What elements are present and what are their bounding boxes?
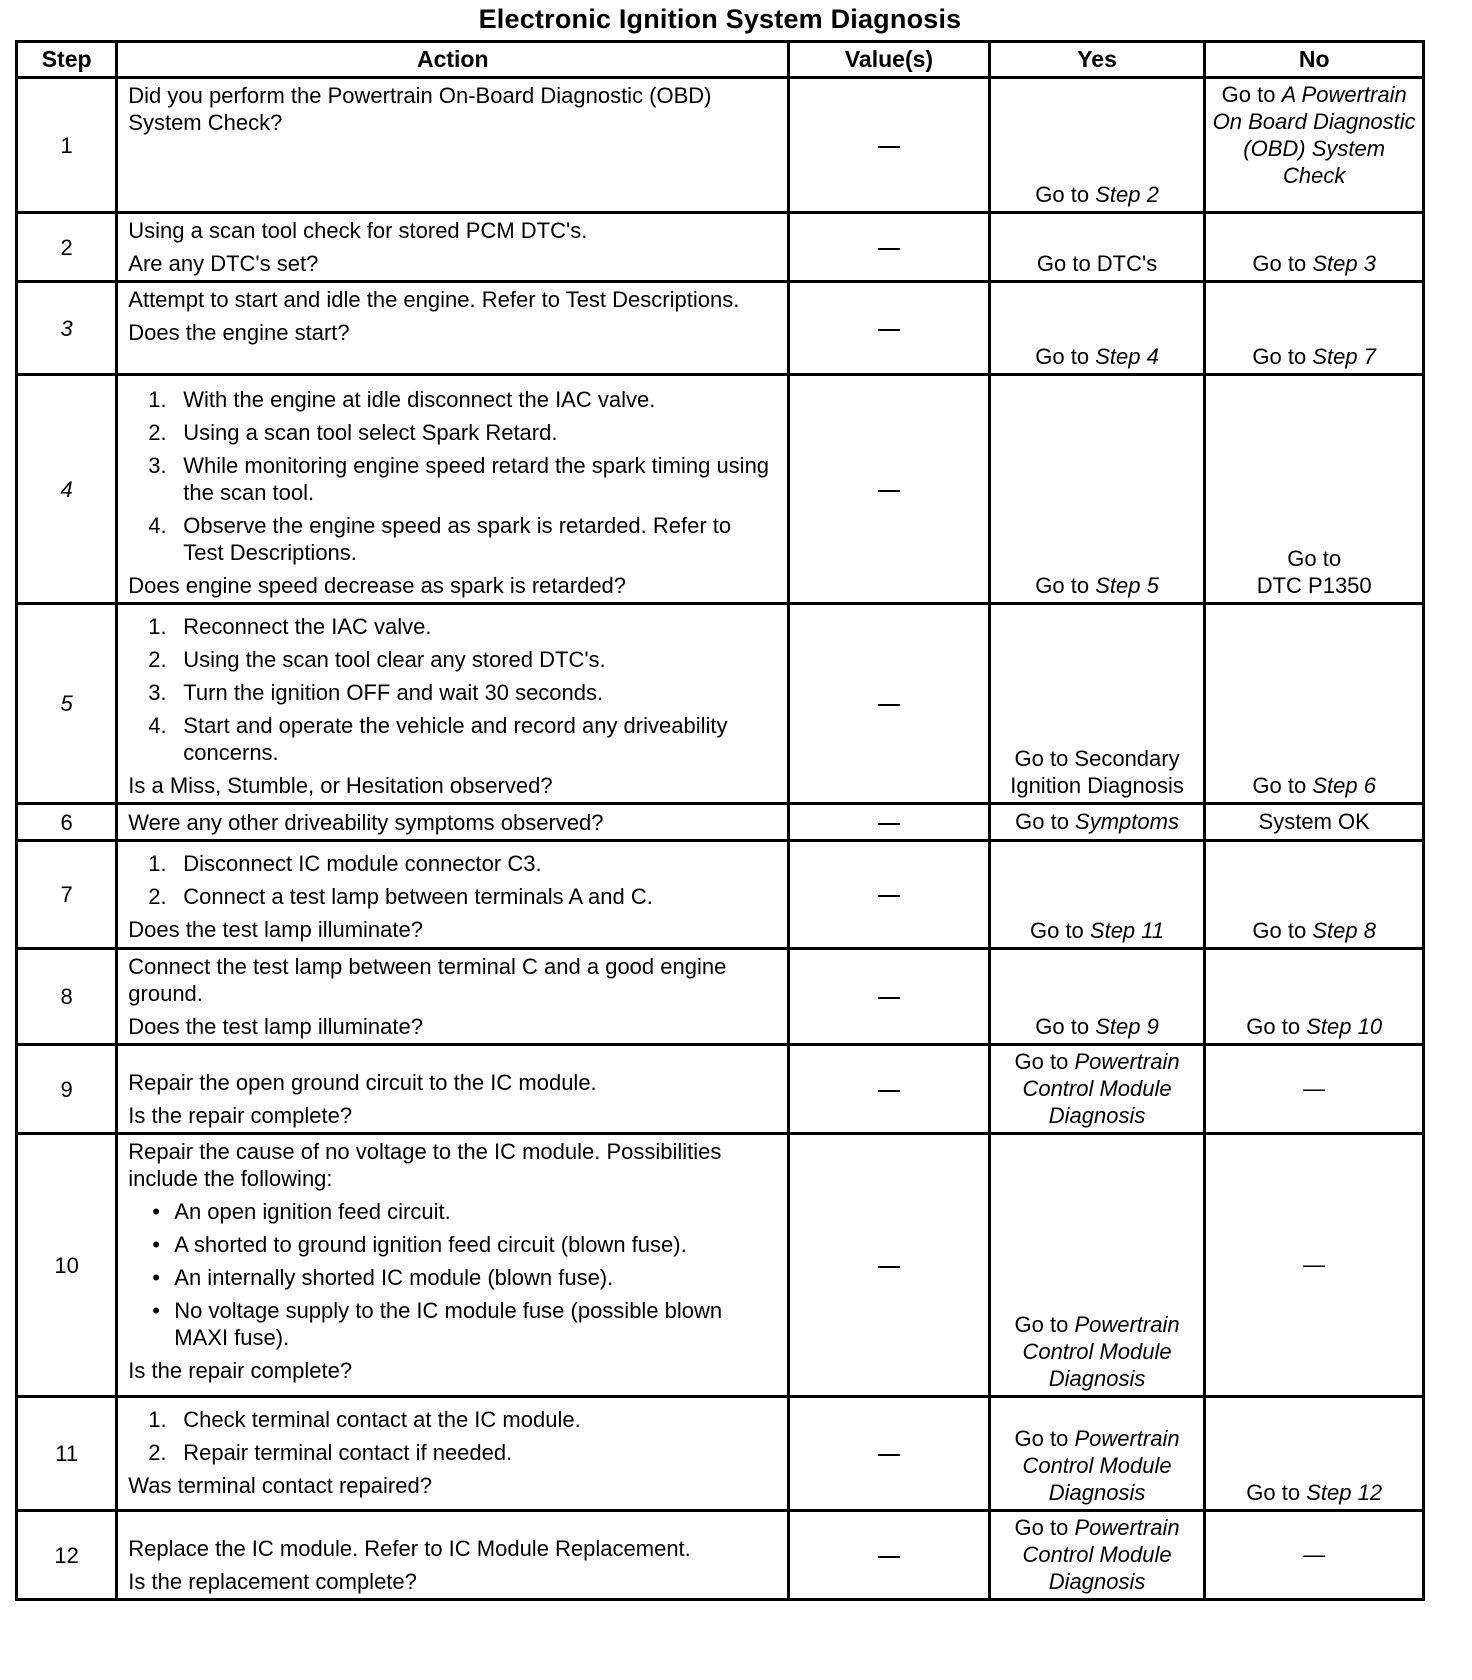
action-cell bbox=[117, 841, 789, 949]
list-item: 1. Disconnect IC module connector C3. bbox=[148, 851, 542, 876]
action-intro: Did you perform the Powertrain On-Board Diagnostic (OBD) System Check? bbox=[128, 83, 712, 135]
action-steps bbox=[128, 850, 777, 910]
action-cell bbox=[117, 78, 789, 213]
action-intro: Replace the IC module. Refer to IC Module Replacement. bbox=[128, 1536, 691, 1561]
table-row bbox=[17, 604, 1424, 804]
step-number: 5 bbox=[17, 604, 117, 804]
header-value: Value(s) bbox=[789, 42, 990, 78]
no-cell: Go to Step 3 bbox=[1205, 213, 1424, 282]
value-cell bbox=[789, 1397, 990, 1511]
action-bullets bbox=[128, 1198, 777, 1351]
action-cell bbox=[117, 213, 789, 282]
action-cell bbox=[117, 1511, 789, 1600]
table-row bbox=[17, 1511, 1424, 1600]
action-intro: Connect the test lamp between terminal C and a good engine ground. bbox=[128, 954, 727, 1006]
table-row bbox=[17, 78, 1424, 213]
header-row bbox=[17, 42, 1424, 78]
table-row bbox=[17, 804, 1424, 841]
list-item: 2. Using the scan tool clear any stored DTC's. bbox=[148, 647, 606, 672]
value-cell bbox=[789, 213, 990, 282]
action-steps bbox=[128, 386, 777, 566]
value-cell bbox=[789, 804, 990, 841]
no-cell: Go to DTC P1350 bbox=[1205, 375, 1424, 604]
yes-cell: Go to Powertrain Control Module Diagnosis bbox=[989, 1134, 1205, 1397]
table-row bbox=[17, 949, 1424, 1045]
yes-cell: Go to Powertrain Control Module Diagnosis bbox=[989, 1397, 1205, 1511]
action-intro: Using a scan tool check for stored PCM DTC's. bbox=[128, 218, 588, 243]
step-number: 12 bbox=[17, 1511, 117, 1600]
list-item: 2. Repair terminal contact if needed. bbox=[148, 1440, 513, 1465]
action-intro: Repair the cause of no voltage to the IC module. Possibilities include the following: bbox=[128, 1139, 722, 1191]
step-number: 4 bbox=[17, 375, 117, 604]
no-cell: — bbox=[1205, 1045, 1424, 1134]
yes-cell: Go to DTC's bbox=[989, 213, 1205, 282]
no-cell: Go to Step 8 bbox=[1205, 841, 1424, 949]
table-row bbox=[17, 213, 1424, 282]
yes-cell: Go to Step 4 bbox=[989, 282, 1205, 375]
no-cell: Go to Step 7 bbox=[1205, 282, 1424, 375]
yes-cell: Go to Step 5 bbox=[989, 375, 1205, 604]
action-question: Does the engine start? bbox=[128, 320, 350, 345]
value-cell bbox=[789, 78, 990, 213]
header-no: No bbox=[1205, 42, 1424, 78]
list-item: 2. Connect a test lamp between terminals A and C. bbox=[148, 884, 653, 909]
action-question: Does engine speed decrease as spark is retarded? bbox=[128, 573, 627, 598]
action-cell bbox=[117, 282, 789, 375]
list-item: 3. Turn the ignition OFF and wait 30 seconds. bbox=[148, 680, 604, 705]
value-dash bbox=[878, 704, 900, 706]
value-cell bbox=[789, 1134, 990, 1397]
list-item: • An internally shorted IC module (blown fuse). bbox=[152, 1265, 614, 1290]
action-intro: Attempt to start and idle the engine. Refer to Test Descriptions. bbox=[128, 287, 740, 312]
step-number: 2 bbox=[17, 213, 117, 282]
table-row bbox=[17, 375, 1424, 604]
table-row bbox=[17, 1397, 1424, 1511]
list-item: 2. Using a scan tool select Spark Retard. bbox=[148, 420, 558, 445]
yes-cell: Go to Step 11 bbox=[989, 841, 1205, 949]
value-cell bbox=[789, 949, 990, 1045]
list-item: 4. Start and operate the vehicle and record any driveability concerns. bbox=[148, 713, 728, 765]
action-cell bbox=[117, 804, 789, 841]
yes-cell: Go to Step 2 bbox=[989, 78, 1205, 213]
step-number: 7 bbox=[17, 841, 117, 949]
yes-cell: Go to Secondary Ignition Diagnosis bbox=[989, 604, 1205, 804]
value-dash bbox=[878, 895, 900, 897]
step-number: 10 bbox=[17, 1134, 117, 1397]
list-item: • No voltage supply to the IC module fuse (possible blown MAXI fuse). bbox=[152, 1298, 723, 1350]
table-row bbox=[17, 841, 1424, 949]
action-question: Does the test lamp illuminate? bbox=[128, 917, 423, 942]
table-row bbox=[17, 282, 1424, 375]
table-row bbox=[17, 1045, 1424, 1134]
no-cell: Go to Step 6 bbox=[1205, 604, 1424, 804]
header-action: Action bbox=[117, 42, 789, 78]
list-item: • An open ignition feed circuit. bbox=[152, 1199, 451, 1224]
list-item: 1. Check terminal contact at the IC module. bbox=[148, 1407, 581, 1432]
value-dash bbox=[878, 248, 900, 250]
step-number: 11 bbox=[17, 1397, 117, 1511]
action-question: Does the test lamp illuminate? bbox=[128, 1014, 423, 1039]
action-cell bbox=[117, 1134, 789, 1397]
action-intro: Repair the open ground circuit to the IC module. bbox=[128, 1070, 597, 1095]
value-dash bbox=[878, 146, 900, 148]
value-dash bbox=[878, 1454, 900, 1456]
value-dash bbox=[878, 329, 900, 331]
value-cell bbox=[789, 841, 990, 949]
list-item: • A shorted to ground ignition feed circuit (blown fuse). bbox=[152, 1232, 687, 1257]
page-title: Electronic Ignition System Diagnosis bbox=[478, 4, 962, 34]
step-number: 3 bbox=[17, 282, 117, 375]
action-question: Is the repair complete? bbox=[128, 1103, 353, 1128]
value-dash bbox=[878, 1266, 900, 1268]
no-cell: — bbox=[1205, 1134, 1424, 1397]
no-cell: Go to A Powertrain On Board Diagnostic (OBD) System Check bbox=[1205, 78, 1424, 213]
yes-cell: Go to Step 9 bbox=[989, 949, 1205, 1045]
action-question: Is the repair complete? bbox=[128, 1358, 353, 1383]
table-row bbox=[17, 1134, 1424, 1397]
action-cell bbox=[117, 1397, 789, 1511]
step-number: 6 bbox=[17, 804, 117, 841]
list-item: 3. While monitoring engine speed retard the spark timing using the scan tool. bbox=[148, 453, 770, 505]
value-cell bbox=[789, 604, 990, 804]
no-cell: Go to Step 12 bbox=[1205, 1397, 1424, 1511]
step-number: 8 bbox=[17, 949, 117, 1045]
no-cell: System OK bbox=[1205, 804, 1424, 841]
value-dash bbox=[878, 823, 900, 825]
action-cell bbox=[117, 949, 789, 1045]
action-question: Was terminal contact repaired? bbox=[128, 1473, 432, 1498]
diagnosis-table bbox=[15, 40, 1425, 1601]
value-dash bbox=[878, 490, 900, 492]
yes-cell: Go to Symptoms bbox=[989, 804, 1205, 841]
no-cell: Go to Step 10 bbox=[1205, 949, 1424, 1045]
action-question: Were any other driveability symptoms observed? bbox=[128, 809, 604, 835]
action-cell bbox=[117, 1045, 789, 1134]
step-number: 9 bbox=[17, 1045, 117, 1134]
action-cell bbox=[117, 375, 789, 604]
action-steps bbox=[128, 1406, 777, 1466]
header-step: Step bbox=[17, 42, 117, 78]
list-item: 1. With the engine at idle disconnect the IAC valve. bbox=[148, 387, 656, 412]
no-cell: — bbox=[1205, 1511, 1424, 1600]
value-dash bbox=[878, 1090, 900, 1092]
value-dash bbox=[878, 1556, 900, 1558]
value-cell bbox=[789, 282, 990, 375]
yes-cell: Go to Powertrain Control Module Diagnosis bbox=[989, 1511, 1205, 1600]
action-question: Is a Miss, Stumble, or Hesitation observed? bbox=[128, 773, 553, 798]
list-item: 4. Observe the engine speed as spark is retarded. Refer to Test Descriptions. bbox=[148, 513, 732, 565]
action-question: Is the replacement complete? bbox=[128, 1569, 417, 1594]
value-cell bbox=[789, 375, 990, 604]
value-cell bbox=[789, 1511, 990, 1600]
list-item: 1. Reconnect the IAC valve. bbox=[148, 614, 432, 639]
action-question: Are any DTC's set? bbox=[128, 251, 319, 276]
yes-cell: Go to Powertrain Control Module Diagnosis bbox=[989, 1045, 1205, 1134]
action-cell bbox=[117, 604, 789, 804]
header-yes: Yes bbox=[989, 42, 1205, 78]
step-number: 1 bbox=[17, 78, 117, 213]
action-steps bbox=[128, 613, 777, 766]
value-cell bbox=[789, 1045, 990, 1134]
value-dash bbox=[878, 997, 900, 999]
